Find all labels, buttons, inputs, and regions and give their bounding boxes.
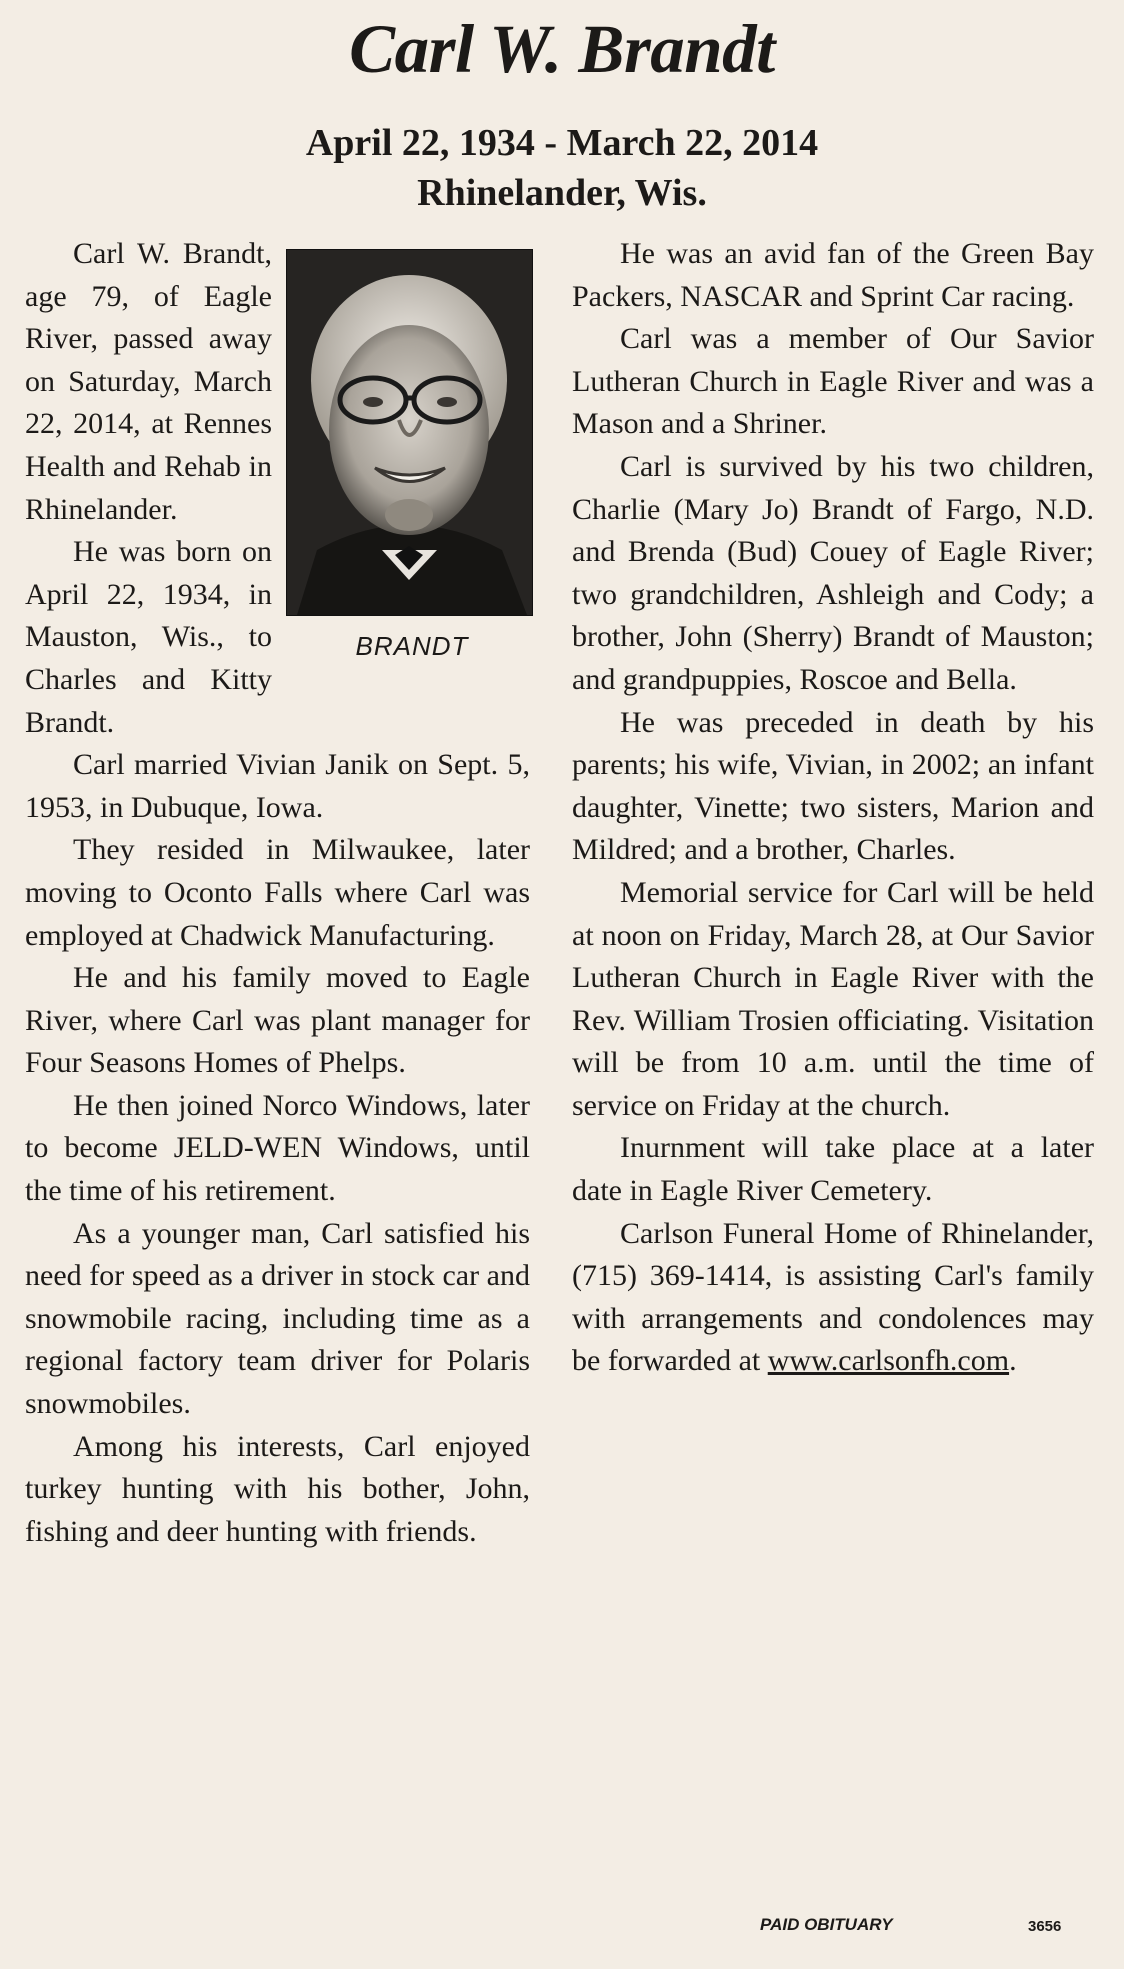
paragraph-preceded: He was preceded in death by his parents; his wife, Vivian, in 2002; an infant daughter, Vinette; two sisters, Marion and Mildred; and a brother, Charles. <box>572 705 1094 867</box>
left-column <box>25 233 530 1553</box>
obituary-name: Carl W. Brandt <box>349 11 775 87</box>
right-column <box>572 233 1094 1383</box>
paragraph-interests: Among his interests, Carl enjoyed turkey hunting with his bother, John, fishing and deer hunting with friends. <box>25 1429 530 1548</box>
paragraph-memorial: Memorial service for Carl will be held at noon on Friday, March 28, at Our Savior Lutheran Church in Eagle River with the Rev. William Trosien officiating. Visitation will be from 10 a.m. until the time of service on Friday at the church. <box>572 875 1094 1122</box>
paragraph-church: Carl was a member of Our Savior Lutheran Church in Eagle River and was a Mason and a Shriner. <box>572 322 1094 441</box>
paragraph-career: He then joined Norco Windows, later to become JELD-WEN Windows, until the time of his retirement. <box>25 1088 530 1208</box>
portrait-photo-icon <box>286 249 533 616</box>
photo-caption: BRANDT <box>355 631 469 661</box>
funeral-home-period: . <box>1009 1344 1017 1378</box>
photo-block <box>286 249 538 666</box>
paragraph-racing: As a younger man, Carl satisfied his need for speed as a driver in stock car and snowmobile racing, including time as a regional factory team driver for Polaris snowmobiles. <box>25 1216 530 1421</box>
paragraph-marriage: Carl married Vivian Janik on Sept. 5, 1953, in Dubuque, Iowa. <box>25 748 530 824</box>
hometown: Rhinelander, Wis. <box>417 172 707 214</box>
paragraph-birth: He was born on April 22, 1934, in Mauston, Wis., to Charles and Kitty Brandt. <box>25 535 272 739</box>
paragraph-inurnment: Inurnment will take place at a later date in Eagle River Cemetery. <box>572 1131 1094 1208</box>
paragraph-fan: He was an avid fan of the Green Bay Packers, NASCAR and Sprint Car racing. <box>572 237 1094 313</box>
funeral-home-text: Carlson Funeral Home of Rhinelander, (715) 369-1414, is assisting Carl's family with arrangements and condolences may be forwarded at <box>572 1216 1094 1378</box>
paragraph-intro-text: Carl W. Brandt, age 79, of Eagle River, passed away on Saturday, March 22, 2014, at Rennes Health and Rehab in Rhinelander. <box>25 237 272 526</box>
paragraph-funeral-home <box>572 1213 1094 1383</box>
life-dates: April 22, 1934 - March 22, 2014 <box>305 122 819 164</box>
funeral-home-link[interactable]: www.carlsonfh.com <box>767 1344 1010 1378</box>
ad-code: 3656 <box>1028 1918 1062 1935</box>
paragraph-survivors: Carl is survived by his two children, Charlie (Mary Jo) Brandt of Fargo, N.D. and Brenda (Bud) Couey of Eagle River; two grandchildren, Ashleigh and Cody; a brother, John (Sherry) Brandt of Mauston; and grandpuppies, Roscoe and Bella. <box>572 449 1094 696</box>
paragraph-residence: They resided in Milwaukee, later moving to Oconto Falls where Carl was employed at Chadwick Manufacturing. <box>25 833 530 952</box>
obituary-subtitle <box>0 118 1124 218</box>
paid-obituary-label: PAID OBITUARY <box>760 1915 893 1934</box>
paragraph-eagle-river: He and his family moved to Eagle River, where Carl was plant manager for Four Seasons Homes of Phelps. <box>25 961 530 1080</box>
